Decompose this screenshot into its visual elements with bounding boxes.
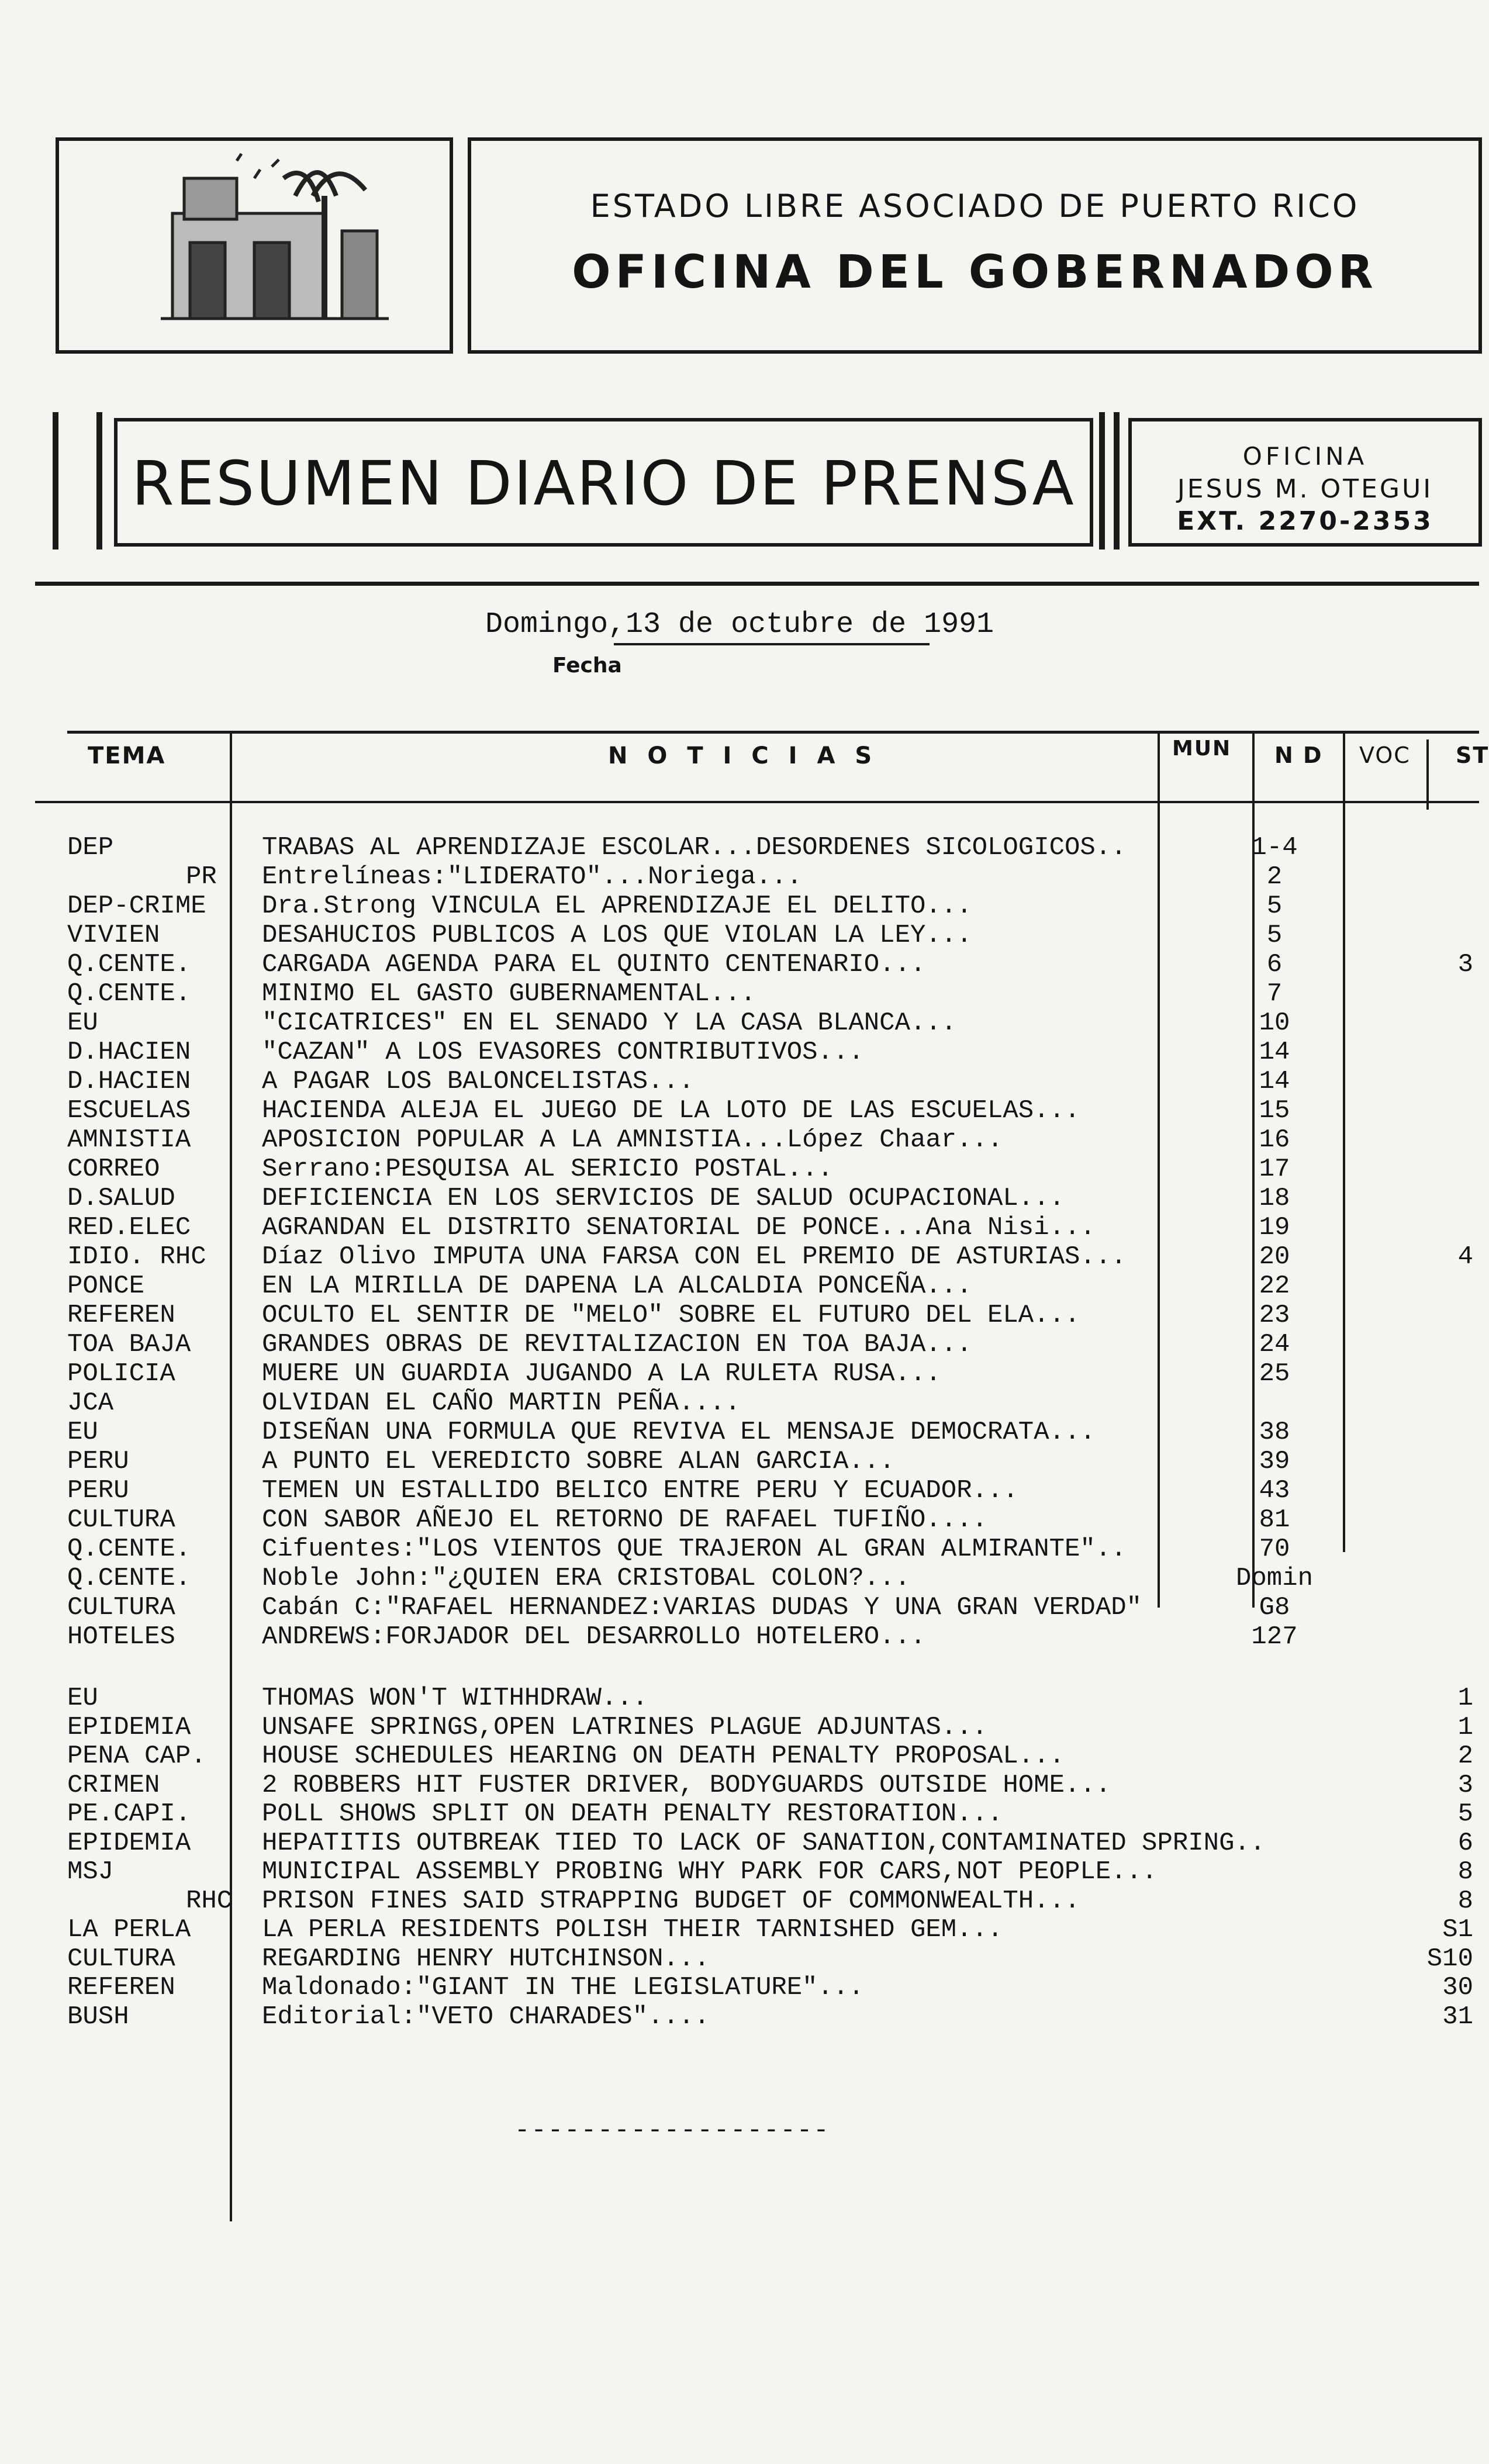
news-page-nd: 6 <box>1266 950 1283 979</box>
news-page-nd: 81 <box>1259 1505 1290 1535</box>
news-topic: CULTURA <box>67 1593 175 1622</box>
news-row <box>0 1301 1479 1330</box>
news-topic: D.SALUD <box>67 1184 175 1213</box>
news-headline: OLVIDAN EL CAÑO MARTIN PEÑA.... <box>262 1388 741 1418</box>
news-page-st: 6 <box>1457 1828 1473 1858</box>
news-headline: A PAGAR LOS BALONCELISTAS... <box>262 1067 695 1096</box>
news-headline: GRANDES OBRAS DE REVITALIZACION EN TOA BAJA... <box>262 1330 972 1359</box>
news-headline: APOSICION POPULAR A LA AMNISTIA...López Chaar... <box>262 1125 1003 1155</box>
news-topic: VIVIEN <box>67 921 160 950</box>
news-row <box>0 1447 1479 1476</box>
news-row <box>0 1535 1479 1564</box>
news-topic: PR <box>186 862 217 891</box>
news-page-nd: 25 <box>1259 1359 1290 1388</box>
news-headline: MINIMO EL GASTO GUBERNAMENTAL... <box>262 979 756 1008</box>
news-page-nd: 22 <box>1259 1271 1290 1301</box>
news-row <box>0 1125 1479 1155</box>
news-headline: DISEÑAN UNA FORMULA QUE REVIVA EL MENSAJE DEMOCRATA... <box>262 1418 1096 1447</box>
news-page-st: 8 <box>1457 1857 1473 1886</box>
news-row <box>0 1829 1479 1858</box>
news-row <box>0 1622 1479 1651</box>
news-page-st: 4 <box>1457 1242 1473 1271</box>
news-page-nd: Domin <box>1235 1564 1314 1593</box>
news-topic: LA PERLA <box>67 1915 191 1944</box>
news-page-st: 2 <box>1457 1741 1473 1771</box>
news-headline: MUERE UN GUARDIA JUGANDO A LA RULETA RUSA... <box>262 1359 941 1388</box>
news-row <box>0 1271 1479 1301</box>
news-row <box>0 979 1479 1008</box>
news-page-st: S1 <box>1442 1915 1473 1944</box>
news-page-nd: 7 <box>1266 979 1283 1008</box>
date-value: Domingo,13 de octubre de 1991 <box>485 608 994 641</box>
news-headline: EN LA MIRILLA DE DAPENA LA ALCALDIA PONCEÑA... <box>262 1271 972 1301</box>
news-topic: CORREO <box>67 1155 160 1184</box>
news-topic: PE.CAPI. <box>67 1799 191 1829</box>
news-topic: POLICIA <box>67 1359 175 1388</box>
news-topic: EU <box>67 1684 98 1713</box>
news-topic: Q.CENTE. <box>67 979 191 1008</box>
banner-title: RESUMEN DIARIO DE PRENSA <box>132 448 1076 519</box>
news-page-nd: 5 <box>1266 921 1283 950</box>
news-row <box>0 1096 1479 1125</box>
news-page-nd: 16 <box>1259 1125 1290 1155</box>
news-headline: Entrelíneas:"LIDERATO"...Noriega... <box>262 862 803 891</box>
news-page-nd: 127 <box>1251 1622 1298 1651</box>
banner-right-bar-2 <box>1114 412 1120 550</box>
news-row <box>0 1564 1479 1593</box>
news-page-nd: 24 <box>1259 1330 1290 1359</box>
news-row <box>0 1038 1479 1067</box>
logo-box <box>56 137 453 354</box>
news-topic: ESCUELAS <box>67 1096 191 1125</box>
news-topic: EU <box>67 1418 98 1447</box>
news-topic: REFEREN <box>67 1301 175 1330</box>
news-page-nd: 1-4 <box>1251 833 1298 862</box>
news-topic: RHC <box>186 1886 233 1916</box>
news-headline: CON SABOR AÑEJO EL RETORNO DE RAFAEL TUFIÑO.... <box>262 1505 988 1535</box>
news-page-nd: 17 <box>1259 1155 1290 1184</box>
news-headline: MUNICIPAL ASSEMBLY PROBING WHY PARK FOR CARS,NOT PEOPLE... <box>262 1857 1158 1886</box>
news-topic: EPIDEMIA <box>67 1828 191 1858</box>
news-row <box>0 1944 1479 1974</box>
news-topic: Q.CENTE. <box>67 1535 191 1564</box>
news-headline: Noble John:"¿QUIEN ERA CRISTOBAL COLON?... <box>262 1564 910 1593</box>
news-topic: PENA CAP. <box>67 1741 206 1771</box>
news-topic: JCA <box>67 1388 114 1418</box>
news-headline: "CICATRICES" EN EL SENADO Y LA CASA BLANCA... <box>262 1008 957 1038</box>
news-topic: CULTURA <box>67 1505 175 1535</box>
news-row <box>0 1388 1479 1418</box>
news-headline: TEMEN UN ESTALLIDO BELICO ENTRE PERU Y ECUADOR... <box>262 1476 1018 1505</box>
news-headline: UNSAFE SPRINGS,OPEN LATRINES PLAGUE ADJUNTAS... <box>262 1712 988 1742</box>
news-row <box>0 1713 1479 1742</box>
building-illustration-icon <box>61 143 447 348</box>
news-headline: HOUSE SCHEDULES HEARING ON DEATH PENALTY PROPOSAL... <box>262 1741 1065 1771</box>
news-topic: CRIMEN <box>67 1770 160 1800</box>
news-page-nd: 19 <box>1259 1213 1290 1242</box>
news-topic: REFEREN <box>67 1973 175 2002</box>
news-page-st: 8 <box>1457 1886 1473 1916</box>
news-row <box>0 1886 1479 1916</box>
news-headline: "CAZAN" A LOS EVASORES CONTRIBUTIVOS... <box>262 1038 864 1067</box>
news-page-st: 1 <box>1457 1712 1473 1742</box>
news-page-nd: 38 <box>1259 1418 1290 1447</box>
news-row <box>0 833 1479 862</box>
news-headline: A PUNTO EL VEREDICTO SOBRE ALAN GARCIA... <box>262 1447 895 1476</box>
news-page-nd: 14 <box>1259 1067 1290 1096</box>
news-page-nd: 23 <box>1259 1301 1290 1330</box>
news-row <box>0 1593 1479 1622</box>
news-headline: Editorial:"VETO CHARADES".... <box>262 2002 710 2031</box>
news-topic: TOA BAJA <box>67 1330 191 1359</box>
news-headline: HACIENDA ALEJA EL JUEGO DE LA LOTO DE LAS ESCUELAS... <box>262 1096 1080 1125</box>
news-row <box>0 2002 1479 2031</box>
news-topic: Q.CENTE. <box>67 1564 191 1593</box>
news-headline: Dra.Strong VINCULA EL APRENDIZAJE EL DELITO... <box>262 891 972 921</box>
news-row <box>0 1771 1479 1800</box>
news-headline: Díaz Olivo IMPUTA UNA FARSA CON EL PREMIO DE ASTURIAS... <box>262 1242 1127 1271</box>
news-headline: 2 ROBBERS HIT FUSTER DRIVER, BODYGUARDS OUTSIDE HOME... <box>262 1770 1111 1800</box>
news-page-nd: 39 <box>1259 1447 1290 1476</box>
news-headline: Cabán C:"RAFAEL HERNANDEZ:VARIAS DUDAS Y UNA GRAN VERDAD" <box>262 1593 1142 1622</box>
banner-right-bar-1 <box>1099 412 1105 550</box>
news-row <box>0 950 1479 979</box>
news-row <box>0 1973 1479 2002</box>
news-topic: EPIDEMIA <box>67 1712 191 1742</box>
date-underline <box>614 643 930 645</box>
news-topic: PERU <box>67 1447 129 1476</box>
news-row <box>0 1242 1479 1271</box>
news-headline: AGRANDAN EL DISTRITO SENATORIAL DE PONCE...Ana Nisi... <box>262 1213 1096 1242</box>
news-page-st: 30 <box>1442 1973 1473 2002</box>
news-page-nd: G8 <box>1259 1593 1290 1622</box>
news-row <box>0 862 1479 891</box>
header-title-box <box>468 137 1482 354</box>
date-label: Fecha <box>552 654 622 678</box>
news-topic: DEP-CRIME <box>67 891 206 921</box>
news-page-nd: 2 <box>1266 862 1283 891</box>
news-row <box>0 1213 1479 1242</box>
news-topic: IDIO. RHC <box>67 1242 206 1271</box>
news-row <box>0 1155 1479 1184</box>
news-topic: AMNISTIA <box>67 1125 191 1155</box>
news-topic: MSJ <box>67 1857 114 1886</box>
news-topic: D.HACIEN <box>67 1038 191 1067</box>
news-row <box>0 1184 1479 1213</box>
column-header-voc: VOC <box>1359 742 1411 768</box>
news-row <box>0 1330 1479 1359</box>
news-page-nd: 5 <box>1266 891 1283 921</box>
news-row <box>0 1915 1479 1944</box>
header-line-1: ESTADO LIBRE ASOCIADO DE PUERTO RICO <box>590 188 1360 224</box>
news-headline: DEFICIENCIA EN LOS SERVICIOS DE SALUD OCUPACIONAL... <box>262 1184 1065 1213</box>
news-page-nd: 70 <box>1259 1535 1290 1564</box>
news-topic: Q.CENTE. <box>67 950 191 979</box>
news-headline: OCULTO EL SENTIR DE "MELO" SOBRE EL FUTURO DEL ELA... <box>262 1301 1080 1330</box>
news-page-st: 3 <box>1457 1770 1473 1800</box>
news-row <box>0 891 1479 921</box>
news-row <box>0 1418 1479 1447</box>
news-row <box>0 1857 1479 1886</box>
news-topic: D.HACIEN <box>67 1067 191 1096</box>
news-topic: PONCE <box>67 1271 145 1301</box>
banner-left-bar-1 <box>53 412 58 550</box>
news-row <box>0 1505 1479 1535</box>
col-divider-st <box>1426 739 1429 810</box>
news-headline: POLL SHOWS SPLIT ON DEATH PENALTY RESTORATION... <box>262 1799 1003 1829</box>
column-header-nd: N D <box>1274 742 1323 768</box>
column-header-st: ST <box>1456 742 1489 768</box>
news-page-nd: 18 <box>1259 1184 1290 1213</box>
news-headline: LA PERLA RESIDENTS POLISH THEIR TARNISHED GEM... <box>262 1915 1003 1944</box>
news-page-st: 3 <box>1457 950 1473 979</box>
column-header-noticias: N O T I C I A S <box>608 742 878 769</box>
news-headline: HEPATITIS OUTBREAK TIED TO LACK OF SANATION,CONTAMINATED SPRING.. <box>262 1828 1266 1858</box>
table-header-rule <box>35 801 1479 803</box>
column-header-mun: MUN <box>1172 737 1232 761</box>
banner-title-box <box>114 418 1093 547</box>
banner-left-bar-2 <box>96 412 102 550</box>
news-row <box>0 1684 1479 1713</box>
news-page-nd: 20 <box>1259 1242 1290 1271</box>
office-box <box>1128 418 1482 547</box>
news-headline: REGARDING HENRY HUTCHINSON... <box>262 1944 710 1974</box>
news-headline: DESAHUCIOS PUBLICOS A LOS QUE VIOLAN LA LEY... <box>262 921 972 950</box>
news-topic: HOTELES <box>67 1622 175 1651</box>
news-headline: Cifuentes:"LOS VIENTOS QUE TRAJERON AL GRAN ALMIRANTE".. <box>262 1535 1127 1564</box>
news-headline: PRISON FINES SAID STRAPPING BUDGET OF COMMONWEALTH... <box>262 1886 1080 1916</box>
news-page-st: 5 <box>1457 1799 1473 1829</box>
news-page-st: S10 <box>1426 1944 1473 1974</box>
news-headline: Serrano:PESQUISA AL SERICIO POSTAL... <box>262 1155 833 1184</box>
news-page-nd: 14 <box>1259 1038 1290 1067</box>
news-headline: THOMAS WON'T WITHHDRAW... <box>262 1684 648 1713</box>
news-row <box>0 1741 1479 1771</box>
news-headline: TRABAS AL APRENDIZAJE ESCOLAR...DESORDENES SICOLOGICOS.. <box>262 833 1127 862</box>
office-name: JESUS M. OTEGUI <box>1177 474 1433 504</box>
news-headline: ANDREWS:FORJADOR DEL DESARROLLO HOTELERO... <box>262 1622 926 1651</box>
news-row <box>0 921 1479 950</box>
news-row <box>0 1476 1479 1505</box>
news-row <box>0 1359 1479 1388</box>
news-headline: CARGADA AGENDA PARA EL QUINTO CENTENARIO... <box>262 950 926 979</box>
news-topic: EU <box>67 1008 98 1038</box>
news-page-nd: 43 <box>1259 1476 1290 1505</box>
office-ext: EXT. 2270-2353 <box>1177 506 1433 536</box>
news-row <box>0 1799 1479 1829</box>
news-row <box>0 1067 1479 1096</box>
table-top-rule <box>67 731 1479 734</box>
news-topic: DEP <box>67 833 114 862</box>
news-row <box>0 1008 1479 1038</box>
news-topic: BUSH <box>67 2002 129 2031</box>
news-headline: Maldonado:"GIANT IN THE LEGISLATURE"... <box>262 1973 864 2002</box>
footer-separator: ------------------- <box>514 2116 830 2145</box>
news-topic: RED.ELEC <box>67 1213 191 1242</box>
news-page-st: 1 <box>1457 1684 1473 1713</box>
office-label: OFICINA <box>1242 442 1368 471</box>
news-topic: CULTURA <box>67 1944 175 1974</box>
news-topic: PERU <box>67 1476 129 1505</box>
news-page-nd: 15 <box>1259 1096 1290 1125</box>
header-line-2: OFICINA DEL GOBERNADOR <box>572 246 1378 299</box>
news-page-st: 31 <box>1442 2002 1473 2031</box>
banner-rule <box>35 582 1479 586</box>
news-page-nd: 10 <box>1259 1008 1290 1038</box>
column-header-tema: TEMA <box>88 742 166 769</box>
